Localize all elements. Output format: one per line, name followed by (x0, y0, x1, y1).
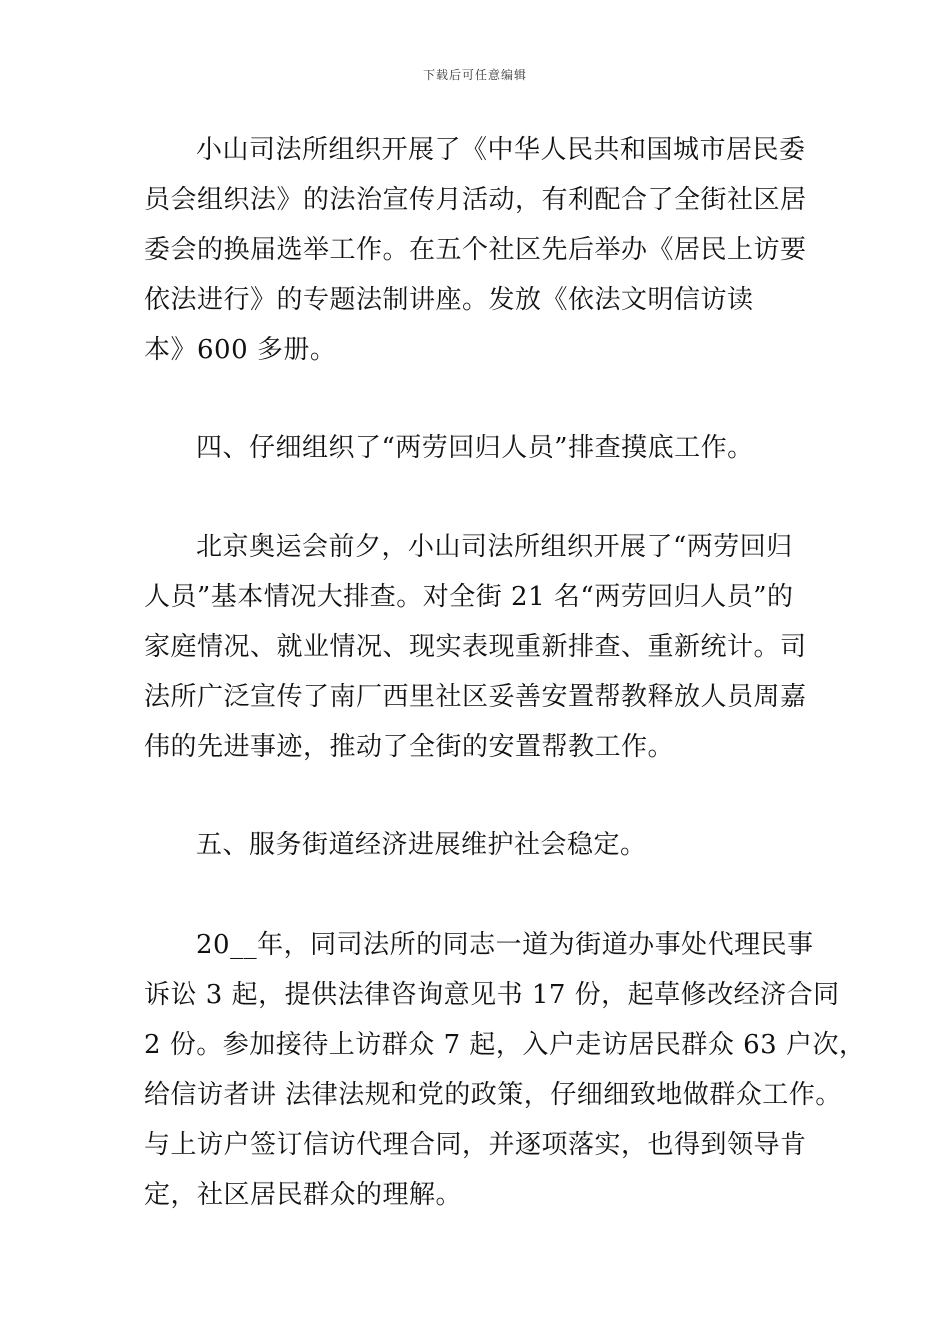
paragraph-line: 小山司法所组织开展了《中华人民共和国城市居民委 (196, 135, 806, 165)
paragraph-line: 诉讼 3 起，提供法律咨询意见书 17 份，起草修改经济合同 (144, 980, 840, 1010)
paragraph-line: 家庭情况、就业情况、现实表现重新排查、重新统计。司 (144, 632, 807, 662)
paragraph-line: 与上访户签订信访代理合同，并逐项落实，也得到领导肯 (144, 1130, 807, 1160)
paragraph-line: 员会组织法》的法治宣传月活动，有利配合了全街社区居 (144, 185, 807, 215)
section-heading: 五、服务街道经济进展维护社会稳定。 (196, 830, 647, 860)
section-heading: 四、仔细组织了“两劳回归人员”排查摸底工作。 (196, 433, 754, 463)
paragraph-line: 本》600 多册。 (144, 335, 337, 365)
paragraph-line: 依法进行》的专题法制讲座。发放《依法文明信访读 (144, 285, 754, 315)
paragraph-line: 20__年，同司法所的同志一道为街道办事处代理民事 (196, 930, 814, 960)
paragraph-line: 伟的先进事迹，推动了全街的安置帮教工作。 (144, 732, 675, 762)
page-header: 下载后可任意编辑 (422, 68, 527, 82)
paragraph-line: 委会的换届选举工作。在五个社区先后举办《居民上访要 (144, 235, 807, 265)
paragraph-line: 法所广泛宣传了南厂西里社区妥善安置帮教释放人员周嘉 (144, 682, 807, 712)
paragraph-line: 人员”基本情况大排查。对全街 21 名“两劳回归人员”的 (144, 582, 794, 612)
paragraph-line: 北京奥运会前夕，小山司法所组织开展了“两劳回归 (196, 532, 793, 562)
paragraph-line: 2 份。参加接待上访群众 7 起，入户走访居民群众 63 户次， (144, 1030, 866, 1060)
paragraph-line: 给信访者讲 法律法规和党的政策，仔细细致地做群众工作。 (144, 1080, 842, 1110)
paragraph-line: 定，社区居民群众的理解。 (144, 1180, 463, 1210)
